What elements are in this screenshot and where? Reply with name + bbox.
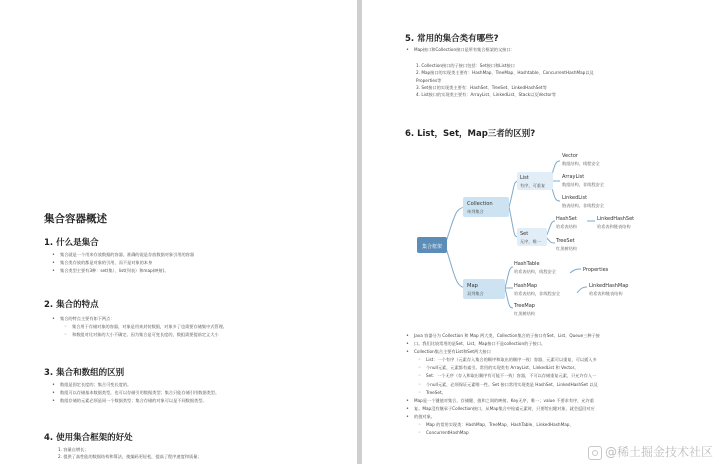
map-label: Map [467,283,478,289]
linkedhashset-desc: 哈希表和链表结构 [597,224,631,229]
section-1-list [50,251,194,275]
list-item: • Map是一个键值对集合，存储键、值和之间的映射。Key无序，唯一；value 不要求有序，允许重 [404,397,600,405]
hashset-desc: 哈希表结构 [556,224,577,229]
edge-hashmap-linkedhashmap [577,287,587,293]
list-item: • 数组是固定长度的；集合可变长度的。 [50,381,219,389]
hashtable-label: HashTable [514,261,540,267]
edge-set-treeset [546,237,555,243]
set-desc: 无序，唯一 [520,239,541,244]
vector-desc: 数组结构，线程安全 [562,161,600,166]
treemap-label: TreeMap [514,303,535,309]
map-node [463,279,505,299]
list-item: ◦ Map 的常用实现类：HashMap、TreeMap、HashTable、LinkedHashMap、 [404,421,600,429]
map-desc: 双列集合 [467,291,484,296]
list-item: Properties等 [416,77,442,83]
list-item: ◦ List：一个有序（元素存入集合的顺序和取出的顺序一致）容器，元素可以重复，可以插入多 [404,356,600,364]
list-item: • 集合就是一个用来存放数据的容器，准确的说是存放数据对象引用的容器 [50,251,194,259]
section-4-list [46,446,202,461]
list-desc: 有序，可重复 [520,183,546,188]
list-item: • 集合类存放的都是对象的引用，而不是对象的本身 [50,259,194,267]
linkedhashset-label: LinkedHashSet [597,216,635,222]
linkedlist-desc: 链表结构，非线程安全 [562,203,604,208]
list-item-continued: ◦ TreeSet。 [404,389,600,397]
list-item: • 数组可以存储基本数据类型，也可以存储引用数据类型；集合只能存储引用数据类型。 [50,389,219,397]
section-6-list [404,332,600,437]
properties-label: Properties [583,267,609,273]
set-label: Set [520,231,529,237]
edge-hashtable-properties [570,269,581,273]
left-page [0,0,357,464]
edge-map-treemap [505,288,513,308]
mindmap-root-label: 集合框架 [421,244,443,250]
collection-desc: 单列集合 [467,209,484,214]
list-item: • 集合的特点主要有如下两点： [50,315,227,323]
section-heading-1: 1. 什么是集合 [44,238,99,248]
linkedhashmap-label: LinkedHashMap [589,283,629,289]
collection-label: Collection [467,201,493,207]
list-item-continued: ◦ ConcurrentHashMap [404,429,600,437]
list-item-continued: ◦ 个null元素，元素都有索引。常用的实现类有 ArrayList、LinkedList 和 Vector。 [404,364,600,372]
juejin-logo-icon [588,446,602,460]
hashtable-desc: 哈希表结构，线程安全 [514,269,556,274]
hashmap-desc: 哈希表结构，非线程安全 [514,291,561,296]
list-item: • Java 容器分为 Collection 和 Map 两大类，Collection集合的子接口有Set、List、Queue三种子接 [404,332,600,340]
list-item-continued: • 的值对象。 [404,413,600,421]
section-2-list [50,315,227,339]
list-item-continued: • 口。我们比较常用的是Set、List，Map接口不是collection的子接口。 [404,340,600,348]
arraylist-desc: 数组结构，非线程安全 [562,182,604,187]
list-item: • Collection集合主要有List和Set两大接口 [404,348,600,356]
list-item-continued: • 复。Map没有继承于Collection接口，从Map集合中检索元素时，只要给出键对象，就会返回对应 [404,405,600,413]
section-heading-2: 2. 集合的特点 [44,300,99,310]
collections-mindmap [405,145,675,328]
list-item: • 数组存储的元素必须是同一个数据类型；集合存储的对象可以是不同数据类型。 [50,397,219,405]
list-item: ◦ 和数组对比对象的大小不确定。因为集合是可变长度的，数组需要提前定义大小 [50,331,227,339]
list-item: 3. Set接口的实现类主要有：HashSet、TreeSet、LinkedHashSet等 [416,84,547,90]
treeset-desc: 红黑树结构 [556,246,577,251]
list-item: • Map接口和Collection接口是所有集合框架的父接口： [404,46,515,54]
list-item: ◦ Set：一个无序（存入和取出顺序有可能不一致）容器，不可以存储重复元素，只允许存入一 [404,372,600,380]
section-3-list [50,381,219,405]
linkedlist-label: LinkedList [562,195,588,201]
list-label: List [520,175,529,181]
list-item: 1. 容量自增长； [58,447,89,452]
edge-map-hashtable [505,267,513,288]
list-item: 4. List接口的实现类主要有：ArrayList、LinkedList、Stack以及Vector等 [416,92,556,98]
linkedhashmap-desc: 哈希表和链表结构 [589,291,623,296]
section-5-intro [404,46,515,54]
edge-set-hashset [546,221,555,237]
watermark [588,443,713,460]
list-item: 2. Map接口的实现类主要有：HashMap、TreeMap、Hashtable、ConcurrentHashMap以及 [416,70,594,76]
document-title: 集合容器概述 [44,213,107,225]
watermark-text: @稀土掘金技术社区 [604,445,713,459]
section-heading-4: 4. 使用集合框架的好处 [44,433,133,443]
vector-label: Vector [562,153,578,159]
list-item-continued: ◦ 个null元素，必须保证元素唯一性。Set 接口常用实现类是 HashSet、LinkedHashSet 以及 [404,381,600,389]
collection-node [463,197,509,217]
list-item: ◦ 集合用于存储对象的容器，对象是用来封装数据，对象多了也需要存储集中式管理。 [50,323,227,331]
arraylist-label: ArrayList [562,174,585,180]
hashmap-label: HashMap [514,283,538,289]
section-heading-6: 6. List，Set，Map三者的区别? [405,129,536,139]
section-5-list [404,62,594,98]
list-item: 1. Collection接口的子接口包括：Set接口和List接口 [416,63,515,68]
list-item: • 集合类型主要有3种：set(集）、list(列表）和map(映射)。 [50,267,194,275]
section-heading-3: 3. 集合和数组的区别 [44,368,125,378]
treeset-label: TreeSet [556,238,575,244]
hashset-label: HashSet [556,216,577,222]
treemap-desc: 红黑树结构 [514,311,535,316]
list-item: 2. 提供了高性能的数据结构和算法，使编码更轻松，提高了程序速度和质量； [58,454,202,460]
section-heading-5: 5. 常用的集合类有哪些? [405,34,499,44]
